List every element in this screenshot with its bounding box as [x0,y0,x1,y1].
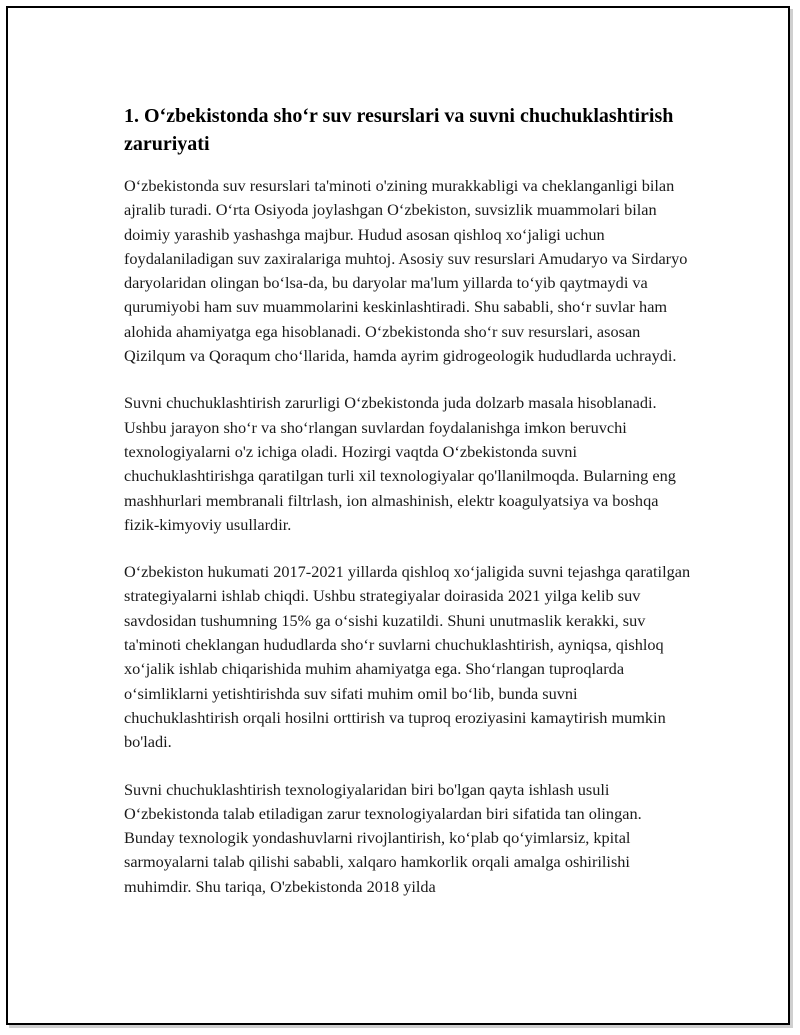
paragraph-1: O‘zbekistonda suv resurslari ta'minoti o'zining murakkabligi va cheklanganligi bilan ajralib turadi. O‘rta Osiyoda joylashgan O‘zbekiston, suvsizlik muammolari bilan doimiy yarashib yashashga majbur. Hudud asosan qishloq xo‘jaligi uchun foydalaniladigan suv zaxiralariga muhtoj. Asosiy suv resurslari Amudaryo va Sirdaryo daryolaridan olingan bo‘lsa-da, bu daryolar ma'lum yillarda to‘yib qaytmaydi va qurumiyobi ham suv muammolarini keskinlashtiradi. Shu sababli, sho‘r suvlar ham alohida ahamiyatga ega hisoblanadi. O‘zbekistonda sho‘r suv resurslari, asosan Qizilqum va Qoraqum cho‘llarida, hamda ayrim gidrogeologik hududlarda uchraydi. [124,176,688,366]
paragraph-4: Suvni chuchuklashtirish texnologiyalaridan biri bo'lgan qayta ishlash usuli O‘zbekistonda talab etiladigan zarur texnologiyalardan biri sifatida tan olingan. Bunday texnologik yondashuvlarni rivojlantirish, ko‘plab qo‘yimlarsiz, kpital sarmoyalarni talab qilishi sababli, xalqaro hamkorlik orqali amalga oshirilishi muhimdir. Shu tariqa, O'zbekistonda 2018 yilda [124,779,642,896]
paragraph-2: Suvni chuchuklashtirish zarurligi O‘zbekistonda juda dolzarb masala hisoblanadi. Ushbu jarayon sho‘r va sho‘rlangan suvlardan foydalanishga imkon beruvchi texnologiyalarni o'z ichiga oladi. Hozirgi vaqtda O‘zbekistonda suvni chuchuklashtirishga qaratilgan turli xil texnologiyalar qo'llanilmoqda. Bularning eng mashhurlari membranali filtrlash, ion almashinish, elektr koagulyatsiya va boshqa fizik-kimyoviy usullardir. [124,393,676,534]
section-heading: 1. O‘zbekistonda sho‘r suv resurslari va suvni chuchuklashtirish zaruriyati [124,105,674,155]
document-body [124,102,692,922]
paragraph-3: O‘zbekiston hukumati 2017-2021 yillarda qishloq xo‘jaligida suvni tejashga qaratilgan strategiyalarni ishlab chiqdi. Ushbu strategiyalar doirasida 2021 yilga kelib suv savdosidan tushumning 15% ga o‘sishi kuzatildi. Shuni unutmaslik kerakki, suv ta'minoti cheklangan hududlarda sho‘r suvlarni chuchuklashtirish, ayniqsa, qishloq xo‘jalik ishlab chiqarishida muhim ahamiyatga ega. Sho‘rlangan tuproqlarda o‘simliklarni yetishtirishda suv sifati muhim omil bo‘lib, bunda suvni chuchuklashtirish orqali hosilni orttirish va tuproq eroziyasini kamaytirish mumkin bo'ladi. [124,562,691,752]
document-page [6,6,790,1025]
